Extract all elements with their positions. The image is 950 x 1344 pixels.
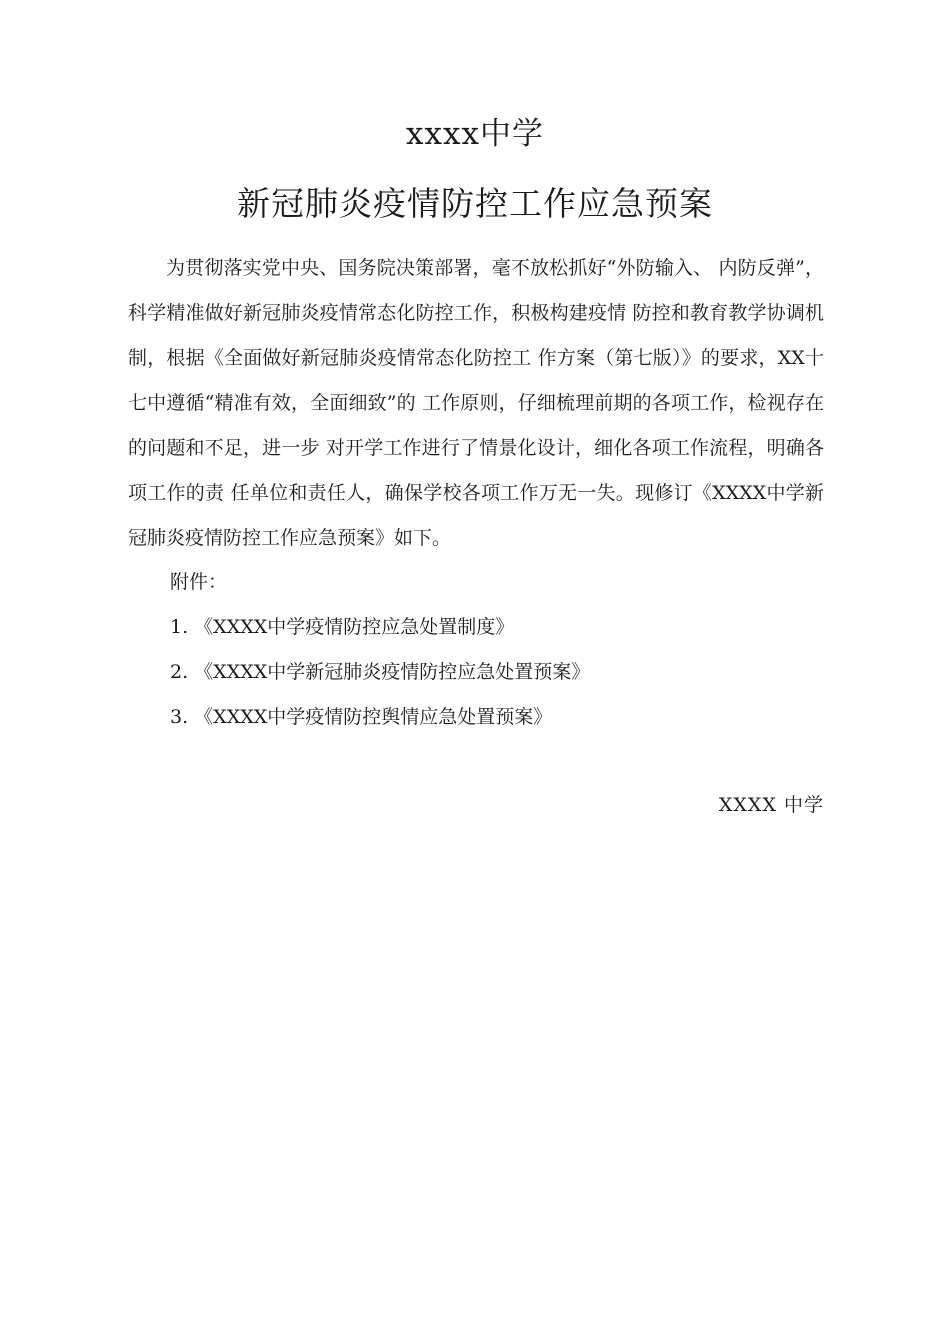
body-text: [128, 246, 824, 561]
annex-label: 附件：: [170, 571, 228, 593]
annex-list: [170, 605, 590, 740]
document-title: 新冠肺炎疫情防控工作应急预案: [237, 184, 713, 223]
annex-item: 3. 《XXXX中学疫情防控舆情应急处置预案》: [170, 706, 553, 728]
school-title: xxxx中学: [406, 116, 544, 152]
intro-paragraph: 为贯彻落实党中央、国务院决策部署，毫不放松抓好“外防输入、 内防反弹”，科学精准做好新冠肺炎疫情常态化防控工作，积极构建疫情 防控和教育教学协调机制，根据《全面做好新冠肺炎疫情常态化防控工 作方案（第七版）》的要求，XX十七中遵循“精准有效，全面细致”的 工作原则，仔细梳理前期的各项工作，检视存在的问题和不足，进一步 对开学工作进行了情景化设计，细化各项工作流程，明确各项工作的责 任单位和责任人，确保学校各项工作万无一失。现修订《XXXX中学新 冠肺炎疫情防控工作应急预案》如下。: [128, 257, 824, 549]
signature: XXXX 中学: [718, 794, 824, 816]
annex-item: 1. 《XXXX中学疫情防控应急处置制度》: [170, 616, 515, 638]
annex-item: 2. 《XXXX中学新冠肺炎疫情防控应急处置预案》: [170, 661, 591, 683]
